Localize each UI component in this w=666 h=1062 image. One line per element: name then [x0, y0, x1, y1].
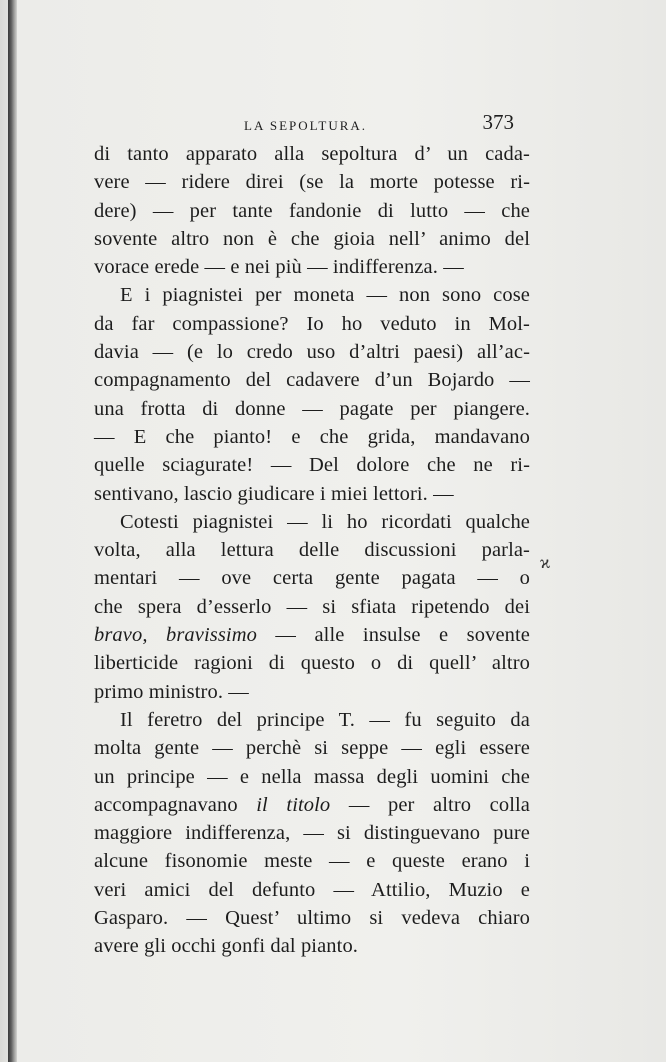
text-line-mixed: [94, 621, 530, 649]
text-line: che spera d’esserlo — si sfiata ripetendo dei: [94, 595, 530, 618]
text-line: dere) — per tante fandonie di lutto — che: [94, 199, 530, 222]
italic-phrase: il titolo: [256, 793, 331, 816]
text-line-mixed: [94, 791, 530, 819]
text-line: primo ministro. —: [94, 680, 249, 703]
text-line: mentari — ove certa gente pagata — o: [94, 567, 530, 590]
text-line: Gasparo. — Quest’ ultimo si vedeva chiaro: [94, 907, 530, 930]
page-number: 373: [482, 110, 514, 134]
text-run: — alle insulse e sovente: [256, 624, 530, 647]
text-line: — E che pianto! e che grida, mandavano: [94, 425, 530, 448]
text-line: da far compassione? Io ho veduto in Mol-: [94, 312, 530, 335]
text-run: accompagnavano: [94, 793, 257, 816]
text-line: volta, alla lettura delle discussioni parla-: [94, 539, 530, 562]
running-title: LA SEPOLTURA.: [244, 118, 368, 133]
text-line: maggiore indifferenza, — si distinguevano pure: [94, 822, 530, 845]
text-line: sentivano, lascio giudicare i miei lettori. —: [94, 482, 454, 505]
text-line: quelle sciagurate! — Del dolore che ne ri-: [94, 454, 530, 477]
text-line: avere gli occhi gonfi dal pianto.: [94, 935, 359, 958]
text-line: una frotta di donne — pagate per piangere.: [94, 397, 530, 420]
body-text: [94, 140, 530, 961]
text-line: alcune fisonomie meste — e queste erano i: [94, 850, 530, 873]
text-line: Cotesti piagnistei — li ho ricordati qualche: [120, 510, 530, 533]
text-run: — per altro colla: [330, 793, 530, 816]
page-header: [94, 106, 524, 136]
text-line: compagnamento del cadavere d’un Bojardo —: [94, 369, 530, 392]
text-line: veri amici del defunto — Attilio, Muzio e: [94, 878, 530, 901]
text-line: molta gente — perchè si seppe — egli essere: [94, 737, 530, 760]
text-line: davia — (e lo credo uso d’altri paesi) all’ac-: [94, 341, 530, 364]
text-line: vorace erede — e nei più — indifferenza. —: [94, 256, 464, 279]
page-spine-edge: [8, 0, 17, 1062]
text-line: Il feretro del principe T. — fu seguito da: [120, 708, 530, 731]
italic-phrase: bravo, bravissimo: [94, 624, 257, 647]
text-line: liberticide ragioni di questo o di quell’ altro: [94, 652, 530, 675]
text-line: sovente altro non è che gioia nell’ animo del: [94, 227, 530, 250]
margin-handwritten-mark: ϰ: [540, 552, 551, 572]
text-line: E i piagnistei per moneta — non sono cose: [120, 284, 530, 307]
text-line: vere — ridere direi (se la morte potesse ri-: [94, 171, 530, 194]
text-line: di tanto apparato alla sepoltura d’ un cada-: [94, 143, 530, 165]
text-line: un principe — e nella massa degli uomini che: [94, 765, 530, 788]
